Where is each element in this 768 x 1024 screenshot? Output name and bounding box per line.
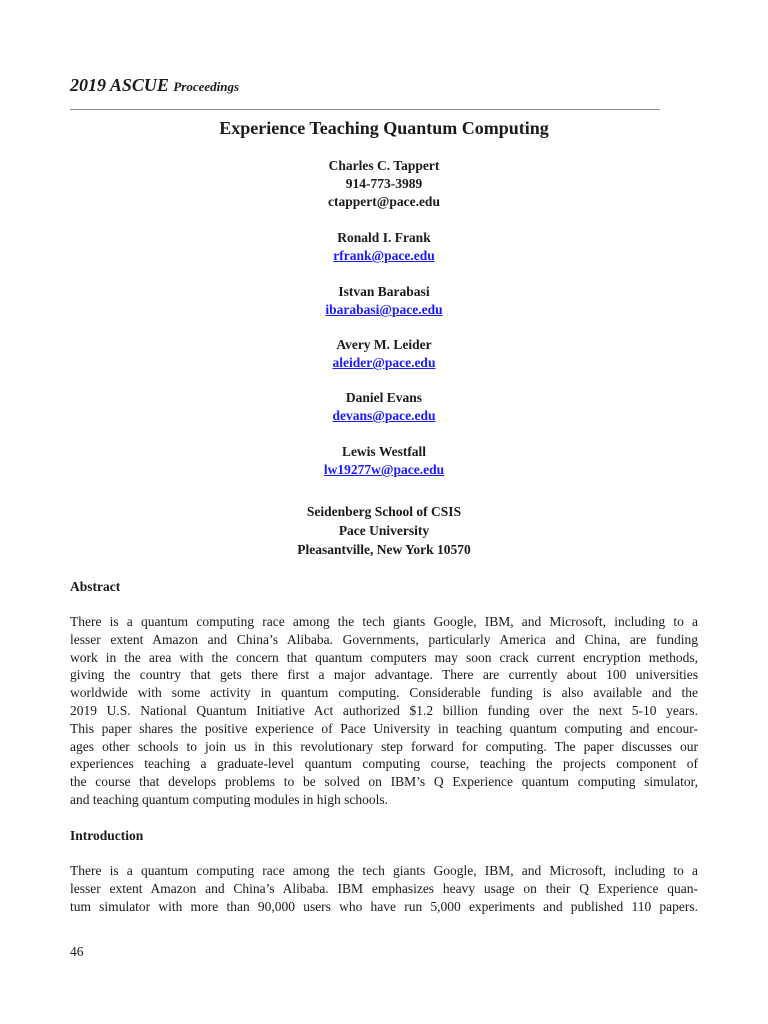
author-email-link[interactable]: lw19277w@pace.edu bbox=[323, 462, 445, 477]
author-email-link[interactable]: rfrank@pace.edu bbox=[333, 248, 435, 263]
author-email: ctappert@pace.edu bbox=[328, 194, 440, 209]
affiliation bbox=[0, 502, 768, 559]
author-name: Istvan Barabasi bbox=[338, 284, 430, 299]
author-name: Charles C. Tappert bbox=[328, 158, 440, 173]
text-line: There is a quantum computing race among the tech giants Google, IBM, and Microsoft, including to a bbox=[70, 863, 698, 878]
author-block bbox=[0, 283, 768, 319]
paper-title: Experience Teaching Quantum Computing bbox=[219, 118, 549, 138]
text-line: lesser extent Amazon and China’s Alibaba. IBM emphasizes heavy usage on their Q Experience quan- bbox=[70, 880, 698, 896]
author-email-link[interactable]: ibarabasi@pace.edu bbox=[325, 302, 443, 317]
affiliation-university: Pace University bbox=[338, 523, 430, 538]
abstract-heading: Abstract bbox=[70, 579, 121, 594]
page-number: 46 bbox=[70, 944, 84, 959]
author-block bbox=[0, 336, 768, 372]
text-line: and teaching quantum computing modules in high schools. bbox=[70, 791, 388, 807]
text-line: work in the area with the concern that quantum computers may soon crack current encryption methods, bbox=[70, 649, 698, 665]
running-head bbox=[70, 74, 239, 98]
author-name: Daniel Evans bbox=[345, 390, 423, 405]
author-email-link[interactable]: aleider@pace.edu bbox=[332, 355, 436, 370]
author-name: Lewis Westfall bbox=[341, 444, 427, 459]
author-block bbox=[0, 389, 768, 425]
author-block bbox=[0, 157, 768, 211]
author-block bbox=[0, 229, 768, 265]
text-line: ages other schools to join us in this revolutionary step forward for computing. The paper discusses our bbox=[70, 738, 698, 754]
text-line: experiences teaching a graduate-level quantum computing course, teaching the projects component of bbox=[70, 756, 698, 772]
text-line: This paper shares the positive experience of Pace University in teaching quantum computing and encour- bbox=[70, 720, 698, 736]
affiliation-school: Seidenberg School of CSIS bbox=[306, 504, 462, 519]
author-name: Ronald I. Frank bbox=[337, 230, 431, 245]
text-line: lesser extent Amazon and China’s Alibaba. Governments, particularly America and China, are funding bbox=[70, 631, 698, 647]
author-email-link[interactable]: devans@pace.edu bbox=[332, 408, 436, 423]
text-line: worldwide with some activity in quantum computing. Considerable funding is also available and the bbox=[70, 685, 698, 701]
author-block bbox=[0, 443, 768, 479]
text-line: There is a quantum computing race among the tech giants Google, IBM, and Microsoft, including to a bbox=[70, 614, 698, 629]
author-phone: 914-773-3989 bbox=[345, 176, 423, 191]
introduction-heading: Introduction bbox=[70, 828, 144, 843]
abstract-body bbox=[70, 613, 698, 809]
text-line: tum simulator with more than 90,000 users who have run 5,000 experiments and published 110 papers. bbox=[70, 898, 698, 914]
affiliation-location: Pleasantville, New York 10570 bbox=[297, 542, 471, 557]
running-head-main: 2019 ASCUE bbox=[70, 75, 169, 95]
text-line: the course that develops problems to be solved on IBM’s Q Experience quantum computing simulator, bbox=[70, 774, 698, 790]
header-rule bbox=[70, 109, 660, 110]
introduction-body bbox=[70, 862, 698, 915]
text-line: giving the country that gets there first a major advantage. There are currently about 100 universities bbox=[70, 667, 698, 683]
author-name: Avery M. Leider bbox=[336, 337, 432, 352]
running-head-sub: Proceedings bbox=[173, 79, 240, 94]
text-line: 2019 U.S. National Quantum Initiative Act authorized $1.2 billion funding over the next 5-10 years. bbox=[70, 702, 698, 718]
